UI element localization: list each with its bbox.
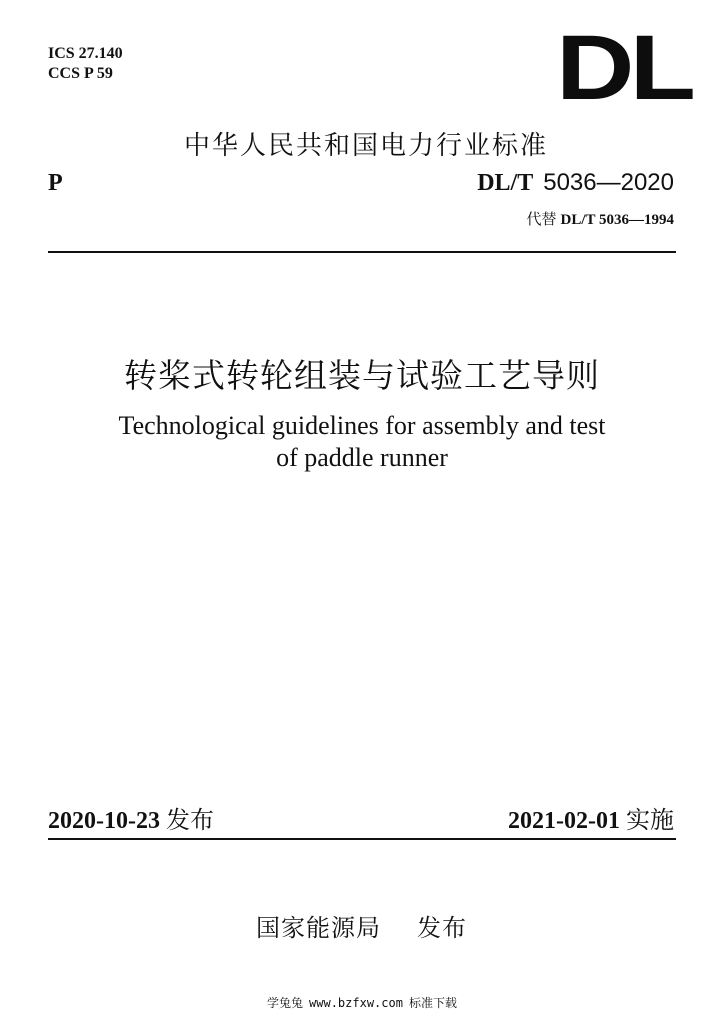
download-footer — [0, 994, 724, 1011]
effective-date: 2021-02-01 — [508, 808, 620, 834]
issue-date-block — [48, 800, 214, 835]
title-chinese: 转桨式转轮组装与试验工艺导则 — [124, 356, 600, 395]
classification-letter: P — [48, 170, 63, 196]
effective-date-block — [508, 800, 674, 835]
title-english-line-2: of paddle runner — [276, 443, 448, 472]
footer-divider — [48, 838, 676, 840]
classification-codes — [48, 44, 123, 84]
replaces-label: 代替 — [526, 210, 557, 228]
standard-number-value: 5036—2020 — [543, 169, 674, 196]
footer-download-text: 标准下载 — [408, 996, 457, 1010]
ccs-code: CCS P 59 — [48, 65, 113, 82]
title-english — [0, 410, 724, 474]
publisher-name: 国家能源局 — [256, 914, 381, 942]
issue-label: 发布 — [165, 806, 214, 834]
footer-url[interactable]: www.bzfxw.com — [309, 996, 403, 1010]
title-english-line-1: Technological guidelines for assembly and test — [118, 411, 606, 440]
publisher-line — [256, 908, 467, 943]
footer-site-name: 学兔兔 — [267, 996, 304, 1010]
dl-logo: DL — [556, 17, 692, 119]
standard-prefix: DL/T — [477, 170, 534, 196]
ics-code: ICS 27.140 — [48, 45, 123, 62]
header-divider — [48, 251, 676, 253]
effective-label: 实施 — [626, 806, 674, 834]
standard-number — [477, 168, 674, 197]
replaces-number: DL/T 5036—1994 — [560, 212, 674, 228]
industry-standard-heading: 中华人民共和国电力行业标准 — [183, 131, 548, 161]
replaces-line — [526, 208, 674, 229]
publisher-label: 发布 — [417, 914, 467, 942]
issue-date: 2020-10-23 — [48, 808, 160, 834]
